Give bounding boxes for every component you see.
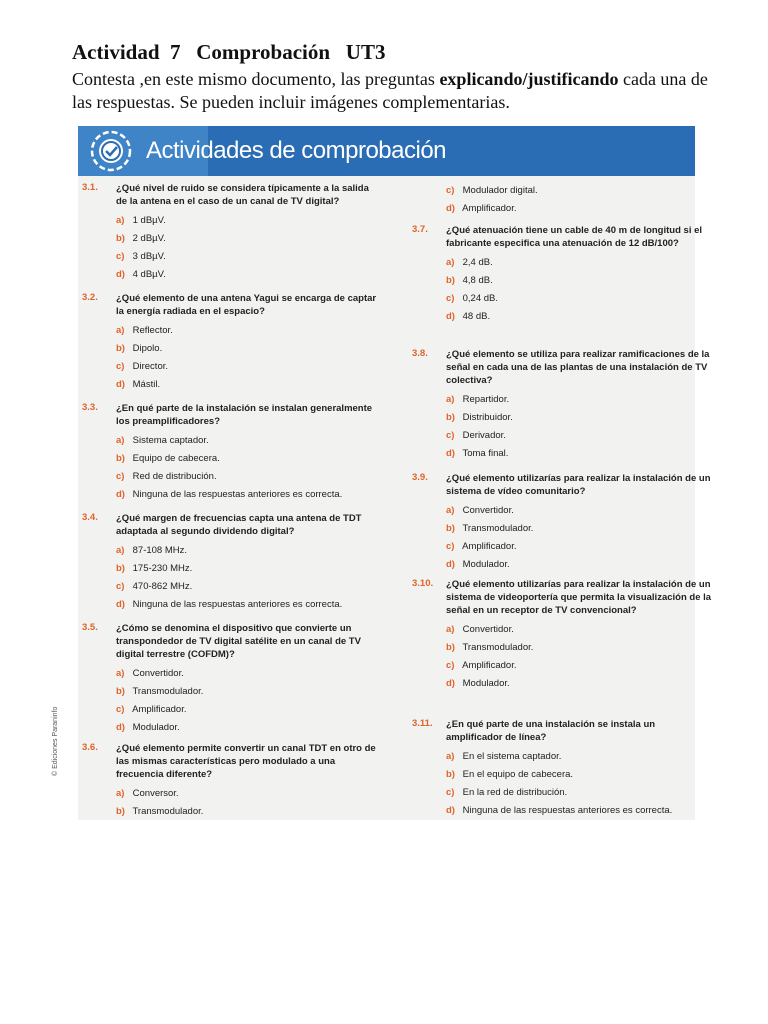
option-text: Convertidor. [460, 505, 514, 516]
answer-option [446, 502, 712, 520]
option-letter: b) [446, 275, 455, 286]
answer-option [116, 432, 382, 450]
answer-option [446, 391, 712, 409]
answer-option [446, 445, 712, 463]
option-letter: a) [116, 215, 125, 226]
option-letter: c) [116, 471, 125, 482]
answer-option [446, 639, 712, 657]
option-letter: b) [446, 769, 455, 780]
answer-options [116, 212, 382, 284]
answer-options [446, 391, 712, 463]
answer-option [446, 254, 712, 272]
answer-option [116, 358, 382, 376]
option-letter: c) [446, 185, 455, 196]
option-letter: d) [446, 559, 455, 570]
option-text: Sistema captador. [130, 435, 209, 446]
instructions-emphasis: explicando/justificando [439, 69, 619, 89]
option-letter: a) [446, 505, 455, 516]
option-letter: c) [446, 660, 455, 671]
option-text: Amplificador. [460, 660, 517, 671]
panel-banner-title: Actividades de comprobación [146, 137, 447, 164]
question-number: 3.10. [412, 578, 434, 589]
option-letter: b) [116, 806, 125, 817]
question-number: 3.1. [82, 182, 98, 193]
question-block [82, 512, 382, 614]
option-letter: b) [116, 453, 125, 464]
answer-option [446, 621, 712, 639]
question-block [412, 578, 712, 693]
answer-options [116, 785, 382, 821]
answer-options [446, 748, 712, 820]
question-number: 3.4. [82, 512, 98, 523]
option-text: 2 dBµV. [130, 233, 166, 244]
question-number: 3.3. [82, 402, 98, 413]
answer-option [446, 802, 712, 820]
answer-option [446, 538, 712, 556]
option-letter: b) [116, 233, 125, 244]
option-letter: a) [446, 394, 455, 405]
option-text: Distribuidor. [460, 412, 513, 423]
option-letter: b) [446, 412, 455, 423]
option-letter: a) [116, 325, 125, 336]
answer-option [446, 784, 712, 802]
option-text: Toma final. [460, 448, 509, 459]
option-text: 3 dBµV. [130, 251, 166, 262]
question-block [82, 292, 382, 394]
option-text: Ninguna de las respuestas anteriores es correcta. [460, 805, 673, 816]
option-letter: d) [116, 269, 125, 280]
option-text: Repartidor. [460, 394, 510, 405]
option-letter: b) [116, 343, 125, 354]
option-letter: d) [116, 599, 125, 610]
option-letter: b) [116, 563, 125, 574]
option-text: Transmodulador. [460, 523, 534, 534]
option-text: Ninguna de las respuestas anteriores es correcta. [130, 489, 343, 500]
answer-option [446, 182, 712, 200]
option-text: 4 dBµV. [130, 269, 166, 280]
answer-option [116, 578, 382, 596]
option-text: Modulador. [460, 559, 510, 570]
answer-options [116, 432, 382, 504]
question-number: 3.8. [412, 348, 428, 359]
option-text: Transmodulador. [130, 806, 204, 817]
option-text: Amplificador. [460, 541, 517, 552]
option-letter: a) [116, 435, 125, 446]
option-letter: b) [446, 523, 455, 534]
option-text: Derivador. [460, 430, 506, 441]
answer-option [446, 556, 712, 574]
option-text: Modulador digital. [460, 185, 538, 196]
option-letter: a) [446, 257, 455, 268]
option-letter: c) [116, 251, 125, 262]
option-text: Transmodulador. [460, 642, 534, 653]
question-number: 3.6. [82, 742, 98, 753]
option-letter: c) [116, 581, 125, 592]
answer-options [116, 665, 382, 737]
option-text: Modulador. [460, 678, 510, 689]
option-text: 1 dBµV. [130, 215, 166, 226]
option-letter: d) [116, 489, 125, 500]
option-text: 48 dB. [460, 311, 491, 322]
answer-options [446, 182, 712, 218]
option-letter: d) [446, 203, 455, 214]
answer-option [116, 665, 382, 683]
answer-option [446, 290, 712, 308]
question-number: 3.9. [412, 472, 428, 483]
answer-option [116, 803, 382, 821]
option-text: Dipolo. [130, 343, 163, 354]
question-text: ¿En qué parte de la instalación se instalan generalmente los preamplificadores? [116, 403, 373, 427]
answer-option [446, 409, 712, 427]
option-text: Conversor. [130, 788, 179, 799]
question-number: 3.7. [412, 224, 428, 235]
question-text: ¿Cómo se denomina el dispositivo que convierte un transpondedor de TV digital satélite en un canal de TV digital terrestre (COFDM)? [116, 623, 361, 660]
question-block [412, 224, 712, 326]
question-block [82, 402, 382, 504]
panel-banner [78, 126, 695, 176]
answer-option [446, 748, 712, 766]
option-letter: c) [116, 704, 125, 715]
option-letter: c) [446, 541, 455, 552]
question-block [412, 348, 712, 463]
option-text: Red de distribución. [130, 471, 217, 482]
option-text: 0,24 dB. [460, 293, 499, 304]
answer-option [116, 683, 382, 701]
option-letter: c) [446, 787, 455, 798]
answer-option [116, 596, 382, 614]
answer-option [446, 766, 712, 784]
answer-options [116, 542, 382, 614]
option-text: En el equipo de cabecera. [460, 769, 574, 780]
option-text: Amplificador. [460, 203, 517, 214]
option-text: Director. [130, 361, 169, 372]
question-block [82, 182, 382, 284]
question-text: ¿Qué elemento utilizarías para realizar la instalación de un sistema de vídeo comunitario? [446, 473, 711, 497]
option-letter: c) [116, 361, 125, 372]
option-letter: b) [446, 642, 455, 653]
answer-option [446, 657, 712, 675]
option-letter: d) [446, 805, 455, 816]
question-number: 3.11. [412, 718, 433, 729]
answer-options [446, 502, 712, 574]
option-text: Convertidor. [460, 624, 514, 635]
option-text: Equipo de cabecera. [130, 453, 220, 464]
option-text: Ninguna de las respuestas anteriores es correcta. [130, 599, 343, 610]
question-block [412, 182, 712, 218]
question-text: ¿Qué elemento de una antena Yagui se encarga de captar la energía radiada en el espacio? [116, 293, 377, 317]
option-letter: d) [116, 379, 125, 390]
instructions-text: Contesta ,en este mismo documento, las preguntas [72, 69, 440, 89]
question-block [412, 718, 712, 820]
answer-option [446, 427, 712, 445]
option-letter: b) [116, 686, 125, 697]
question-text: ¿Qué elemento se utiliza para realizar ramificaciones de la señal en cada una de las plantas de una instalación de TV colectiva? [446, 349, 710, 386]
document-title: Actividad 7 Comprobación UT3 [72, 40, 386, 64]
instructions-text-end: cada una de las respuestas. Se pueden incluir imágenes complementarias. [72, 69, 708, 112]
option-text: En el sistema captador. [460, 751, 562, 762]
option-text: 87-108 MHz. [130, 545, 188, 556]
answer-option [116, 322, 382, 340]
answer-option [446, 200, 712, 218]
answer-options [446, 254, 712, 326]
question-text: ¿En qué parte de una instalación se instala un amplificador de línea? [446, 719, 656, 743]
option-text: 4,8 dB. [460, 275, 493, 286]
option-letter: c) [446, 293, 455, 304]
answer-option [116, 450, 382, 468]
question-text: ¿Qué margen de frecuencias capta una antena de TDT adaptada al segundo dividendo digital? [116, 513, 362, 537]
answer-option [446, 675, 712, 693]
question-block [412, 472, 712, 574]
answer-option [446, 272, 712, 290]
question-text: ¿Qué atenuación tiene un cable de 40 m de longitud si el fabricante especifica una atenuación de 12 dB/100? [446, 225, 703, 249]
option-text: 175-230 MHz. [130, 563, 193, 574]
answer-option [116, 486, 382, 504]
answer-option [116, 230, 382, 248]
option-text: En la red de distribución. [460, 787, 568, 798]
answer-option [116, 560, 382, 578]
option-text: Convertidor. [130, 668, 184, 679]
question-block [82, 622, 382, 737]
option-letter: d) [446, 678, 455, 689]
option-text: Transmodulador. [130, 686, 204, 697]
option-letter: a) [116, 545, 125, 556]
answer-option [116, 340, 382, 358]
question-number: 3.5. [82, 622, 98, 633]
answer-option [116, 785, 382, 803]
answer-option [116, 468, 382, 486]
answer-option [116, 542, 382, 560]
option-letter: d) [116, 722, 125, 733]
option-text: 2,4 dB. [460, 257, 493, 268]
option-letter: d) [446, 311, 455, 322]
answer-option [116, 212, 382, 230]
question-text: ¿Qué nivel de ruido se considera típicamente a la salida de la antena en el caso de un canal de TV digital? [116, 183, 369, 207]
answer-options [116, 322, 382, 394]
question-text: ¿Qué elemento permite convertir un canal TDT en otro de las mismas características pero modulado a una frecuencia diferente? [116, 743, 376, 780]
answer-option [446, 520, 712, 538]
publisher-credit: © Ediciones Paraninfo [52, 706, 59, 776]
answer-option [116, 701, 382, 719]
option-letter: a) [116, 668, 125, 679]
option-letter: d) [446, 448, 455, 459]
option-text: Amplificador. [130, 704, 187, 715]
check-badge-icon [90, 130, 132, 172]
answer-option [446, 308, 712, 326]
option-letter: a) [116, 788, 125, 799]
option-text: 470-862 MHz. [130, 581, 193, 592]
question-number: 3.2. [82, 292, 98, 303]
question-text: ¿Qué elemento utilizarías para realizar la instalación de un sistema de videoportería que permita la visualización de la señal en un receptor de TV convencional? [446, 579, 712, 616]
answer-option [116, 719, 382, 737]
instructions [72, 68, 712, 114]
answer-options [446, 621, 712, 693]
answer-option [116, 376, 382, 394]
activities-panel [52, 126, 712, 820]
answer-option [116, 248, 382, 266]
option-text: Mástil. [130, 379, 161, 390]
option-text: Modulador. [130, 722, 180, 733]
option-letter: c) [446, 430, 455, 441]
option-letter: a) [446, 751, 455, 762]
question-block [82, 742, 382, 821]
option-text: Reflector. [130, 325, 173, 336]
option-letter: a) [446, 624, 455, 635]
answer-option [116, 266, 382, 284]
